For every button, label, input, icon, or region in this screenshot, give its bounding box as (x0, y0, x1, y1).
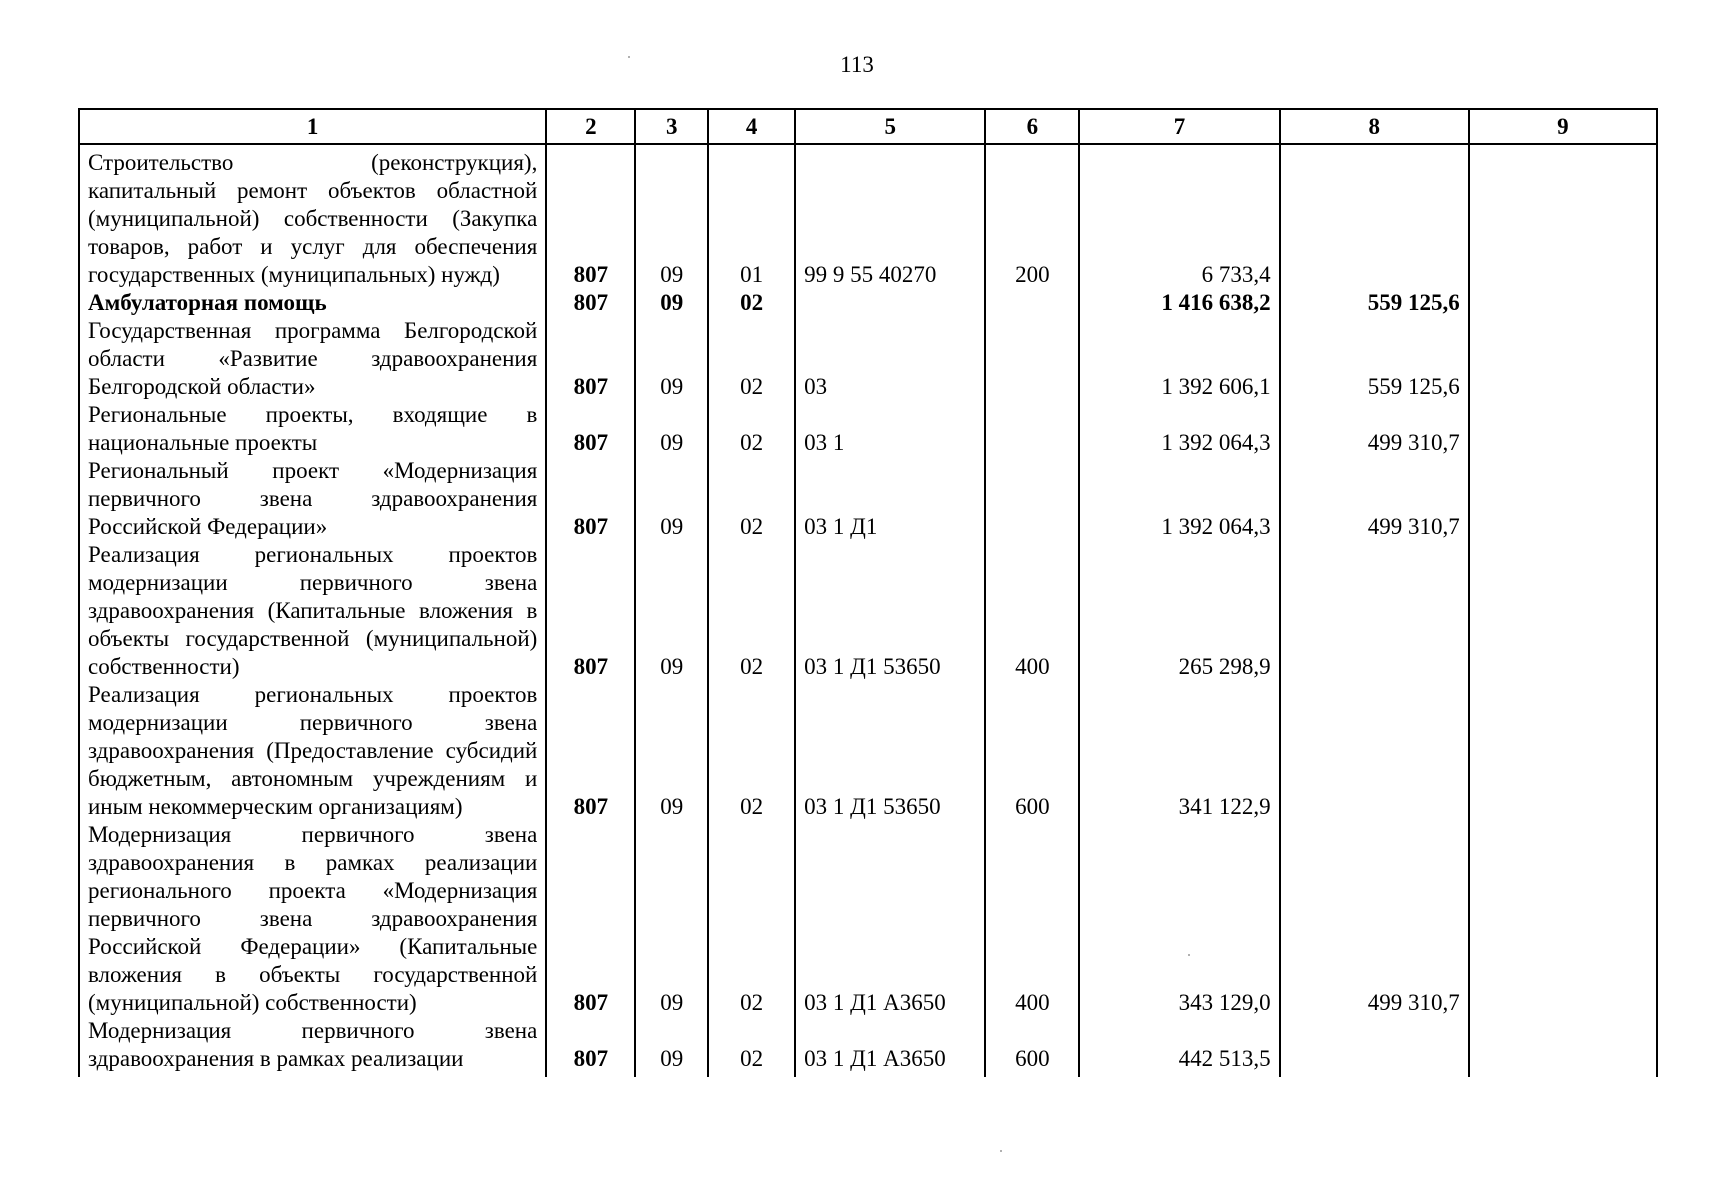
header-col-6: 6 (985, 109, 1079, 144)
row-subsection-code: 02 (708, 681, 795, 821)
row-section-code: 09 (635, 1017, 708, 1077)
header-col-8: 8 (1280, 109, 1469, 144)
row-name: Модернизация первичного звена здравоохранения в рамках реализации (79, 1017, 546, 1077)
row-amount: 1 392 064,3 (1079, 457, 1279, 541)
table-row (79, 144, 1657, 289)
row-subsection-code: 02 (708, 401, 795, 457)
row-target-code (795, 289, 985, 317)
row-expense-kind (985, 401, 1079, 457)
row-expense-kind (985, 457, 1079, 541)
row-target-code: 03 (795, 317, 985, 401)
row-target-code: 03 1 (795, 401, 985, 457)
row-subsection-code: 02 (708, 289, 795, 317)
row-expense-kind (985, 317, 1079, 401)
header-col-2: 2 (546, 109, 635, 144)
row-amount-3 (1469, 1017, 1657, 1077)
row-name: Региональный проект «Модернизация первичного звена здравоохранения Российской Федерации» (79, 457, 546, 541)
row-subsection-code: 02 (708, 541, 795, 681)
row-amount-3 (1469, 401, 1657, 457)
row-name: Реализация региональных проектов модернизации первичного звена здравоохранения (Предоставление субсидий бюджетным, автономным учреждениям и иным некоммерческим организациям) (79, 681, 546, 821)
row-ministry-code: 807 (546, 144, 635, 289)
row-expense-kind: 400 (985, 541, 1079, 681)
table-row (79, 821, 1657, 1017)
row-amount-2: 559 125,6 (1280, 317, 1469, 401)
row-amount: 442 513,5 (1079, 1017, 1279, 1077)
row-target-code: 03 1 Д1 53650 (795, 541, 985, 681)
table-row (79, 1017, 1657, 1077)
row-ministry-code: 807 (546, 289, 635, 317)
header-col-9: 9 (1469, 109, 1657, 144)
row-amount-2: 499 310,7 (1280, 401, 1469, 457)
row-target-code: 03 1 Д1 А3650 (795, 1017, 985, 1077)
row-amount: 265 298,9 (1079, 541, 1279, 681)
row-amount-2: 499 310,7 (1280, 821, 1469, 1017)
row-target-code: 03 1 Д1 53650 (795, 681, 985, 821)
row-amount: 343 129,0 (1079, 821, 1279, 1017)
row-ministry-code: 807 (546, 541, 635, 681)
row-expense-kind: 400 (985, 821, 1079, 1017)
row-section-code: 09 (635, 317, 708, 401)
row-expense-kind: 600 (985, 681, 1079, 821)
table-row (79, 681, 1657, 821)
row-subsection-code: 02 (708, 457, 795, 541)
header-col-7: 7 (1079, 109, 1279, 144)
scan-speck (628, 56, 630, 58)
row-name: Модернизация первичного звена здравоохранения в рамках реализации регионального проекта «Модернизация первичного звена здравоохранения Российской Федерации» (Капитальные вложения в объекты государственной (муниципальной) собственности) (79, 821, 546, 1017)
row-amount-2 (1280, 144, 1469, 289)
row-amount-2 (1280, 681, 1469, 821)
header-col-3: 3 (635, 109, 708, 144)
row-amount-3 (1469, 457, 1657, 541)
row-section-code: 09 (635, 541, 708, 681)
row-expense-kind: 600 (985, 1017, 1079, 1077)
row-name: Строительство (реконструкция), капитальный ремонт объектов областной (муниципальной) собственности (Закупка товаров, работ и услуг для обеспечения государственных (муниципальных) нужд) (79, 144, 546, 289)
row-subsection-code: 02 (708, 317, 795, 401)
row-section-code: 09 (635, 401, 708, 457)
row-amount-2: 499 310,7 (1280, 457, 1469, 541)
row-amount: 6 733,4 (1079, 144, 1279, 289)
row-amount: 1 416 638,2 (1079, 289, 1279, 317)
row-amount-3 (1469, 541, 1657, 681)
budget-table (78, 108, 1658, 1077)
row-name: Региональные проекты, входящие в национальные проекты (79, 401, 546, 457)
row-amount-2 (1280, 541, 1469, 681)
row-ministry-code: 807 (546, 1017, 635, 1077)
row-name: Реализация региональных проектов модернизации первичного звена здравоохранения (Капитальные вложения в объекты государственной (муниципальной) собственности) (79, 541, 546, 681)
table-row (79, 289, 1657, 317)
row-amount-3 (1469, 289, 1657, 317)
row-amount-2: 559 125,6 (1280, 289, 1469, 317)
row-name: Амбулаторная помощь (79, 289, 546, 317)
row-amount-3 (1469, 821, 1657, 1017)
page-number: 113 (840, 52, 874, 77)
row-section-code: 09 (635, 457, 708, 541)
row-amount-3 (1469, 681, 1657, 821)
row-ministry-code: 807 (546, 821, 635, 1017)
row-subsection-code: 01 (708, 144, 795, 289)
row-amount: 341 122,9 (1079, 681, 1279, 821)
scan-speck (1000, 1150, 1002, 1152)
row-ministry-code: 807 (546, 457, 635, 541)
row-amount-3 (1469, 317, 1657, 401)
header-col-4: 4 (708, 109, 795, 144)
row-subsection-code: 02 (708, 821, 795, 1017)
row-ministry-code: 807 (546, 317, 635, 401)
row-section-code: 09 (635, 289, 708, 317)
row-ministry-code: 807 (546, 401, 635, 457)
row-amount-3 (1469, 144, 1657, 289)
table-header-row (79, 109, 1657, 144)
row-name: Государственная программа Белгородской области «Развитие здравоохранения Белгородской области» (79, 317, 546, 401)
scan-speck (1188, 954, 1190, 956)
row-section-code: 09 (635, 681, 708, 821)
row-amount: 1 392 606,1 (1079, 317, 1279, 401)
header-col-5: 5 (795, 109, 985, 144)
row-amount: 1 392 064,3 (1079, 401, 1279, 457)
row-subsection-code: 02 (708, 1017, 795, 1077)
row-section-code: 09 (635, 821, 708, 1017)
table-row (79, 541, 1657, 681)
row-expense-kind: 200 (985, 144, 1079, 289)
header-col-1: 1 (79, 109, 546, 144)
row-target-code: 03 1 Д1 (795, 457, 985, 541)
table-row (79, 401, 1657, 457)
row-target-code: 99 9 55 40270 (795, 144, 985, 289)
row-expense-kind (985, 289, 1079, 317)
row-amount-2 (1280, 1017, 1469, 1077)
row-ministry-code: 807 (546, 681, 635, 821)
table-row (79, 457, 1657, 541)
table-row (79, 317, 1657, 401)
table-body (79, 144, 1657, 1077)
row-target-code: 03 1 Д1 А3650 (795, 821, 985, 1017)
row-section-code: 09 (635, 144, 708, 289)
